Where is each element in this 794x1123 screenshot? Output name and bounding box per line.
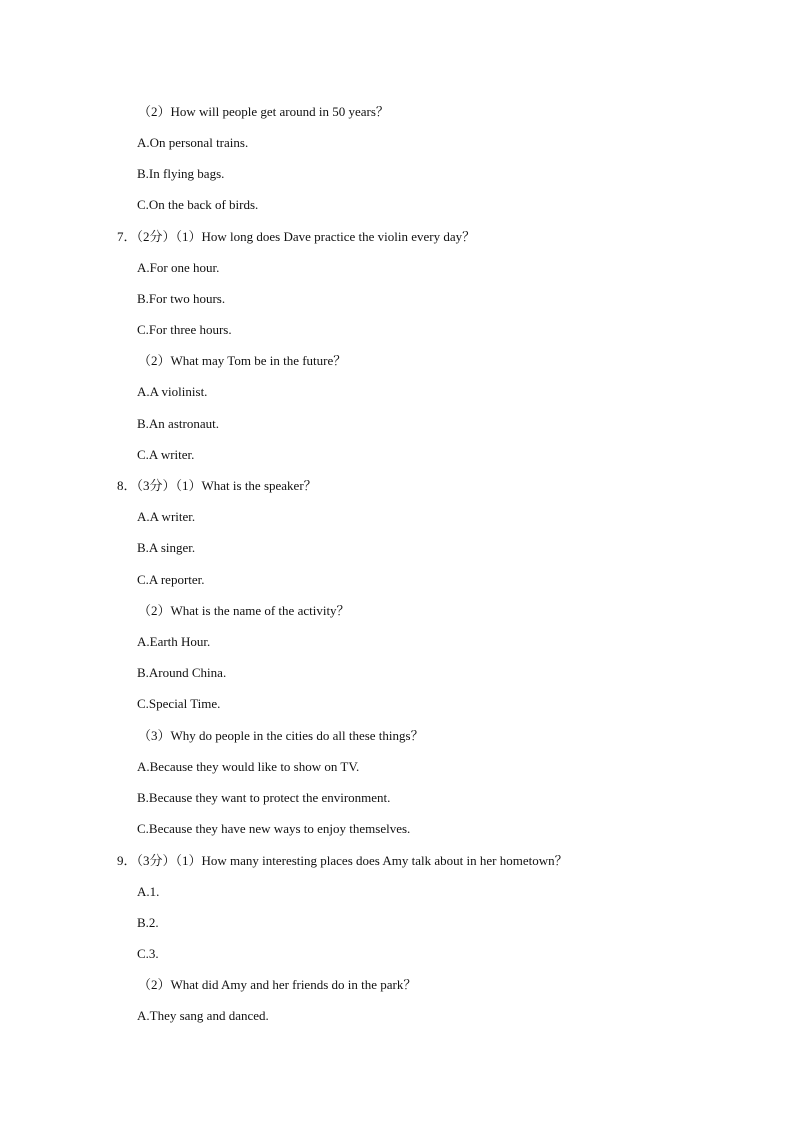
question-7-2-prompt: （2）What may Tom be in the future？ xyxy=(138,353,347,368)
question-6-2-prompt: （2）How will people get around in 50 years？ xyxy=(138,104,389,119)
option-b: B.Because they want to protect the environment. xyxy=(137,790,391,805)
option-a: A.Earth Hour. xyxy=(137,634,211,649)
option-b: B.An astronaut. xyxy=(137,416,219,431)
option-a: A.For one hour. xyxy=(137,260,220,275)
question-8-2-prompt: （2）What is the name of the activity？ xyxy=(138,603,350,618)
option-a: A.On personal trains. xyxy=(137,135,249,150)
option-c: C.For three hours. xyxy=(137,322,232,337)
option-b: B.Around China. xyxy=(137,665,227,680)
question-7-1-prompt: 7．（2分）（1）How long does Dave practice the violin every day？ xyxy=(117,229,476,244)
option-c: C.A reporter. xyxy=(137,572,205,587)
option-c: C.Because they have new ways to enjoy themselves. xyxy=(137,821,411,836)
option-c: C.A writer. xyxy=(137,447,195,462)
option-c: C.On the back of birds. xyxy=(137,197,259,212)
question-8-1-prompt: 8．（3分）（1）What is the speaker？ xyxy=(117,478,317,493)
option-a: A.Because they would like to show on TV. xyxy=(137,759,360,774)
option-a: A.They sang and danced. xyxy=(137,1008,269,1023)
question-9-2-prompt: （2）What did Amy and her friends do in the park？ xyxy=(138,977,417,992)
option-c: C.3. xyxy=(137,946,159,961)
option-b: B.A singer. xyxy=(137,540,196,555)
question-8-3-prompt: （3）Why do people in the cities do all these things？ xyxy=(138,728,424,743)
option-b: B.In flying bags. xyxy=(137,166,225,181)
question-9-1-prompt: 9．（3分）（1）How many interesting places does Amy talk about in her hometown？ xyxy=(117,853,568,868)
option-b: B.For two hours. xyxy=(137,291,226,306)
option-a: A.1. xyxy=(137,884,160,899)
option-b: B.2. xyxy=(137,915,159,930)
option-a: A.A violinist. xyxy=(137,384,208,399)
option-c: C.Special Time. xyxy=(137,696,221,711)
option-a: A.A writer. xyxy=(137,509,196,524)
